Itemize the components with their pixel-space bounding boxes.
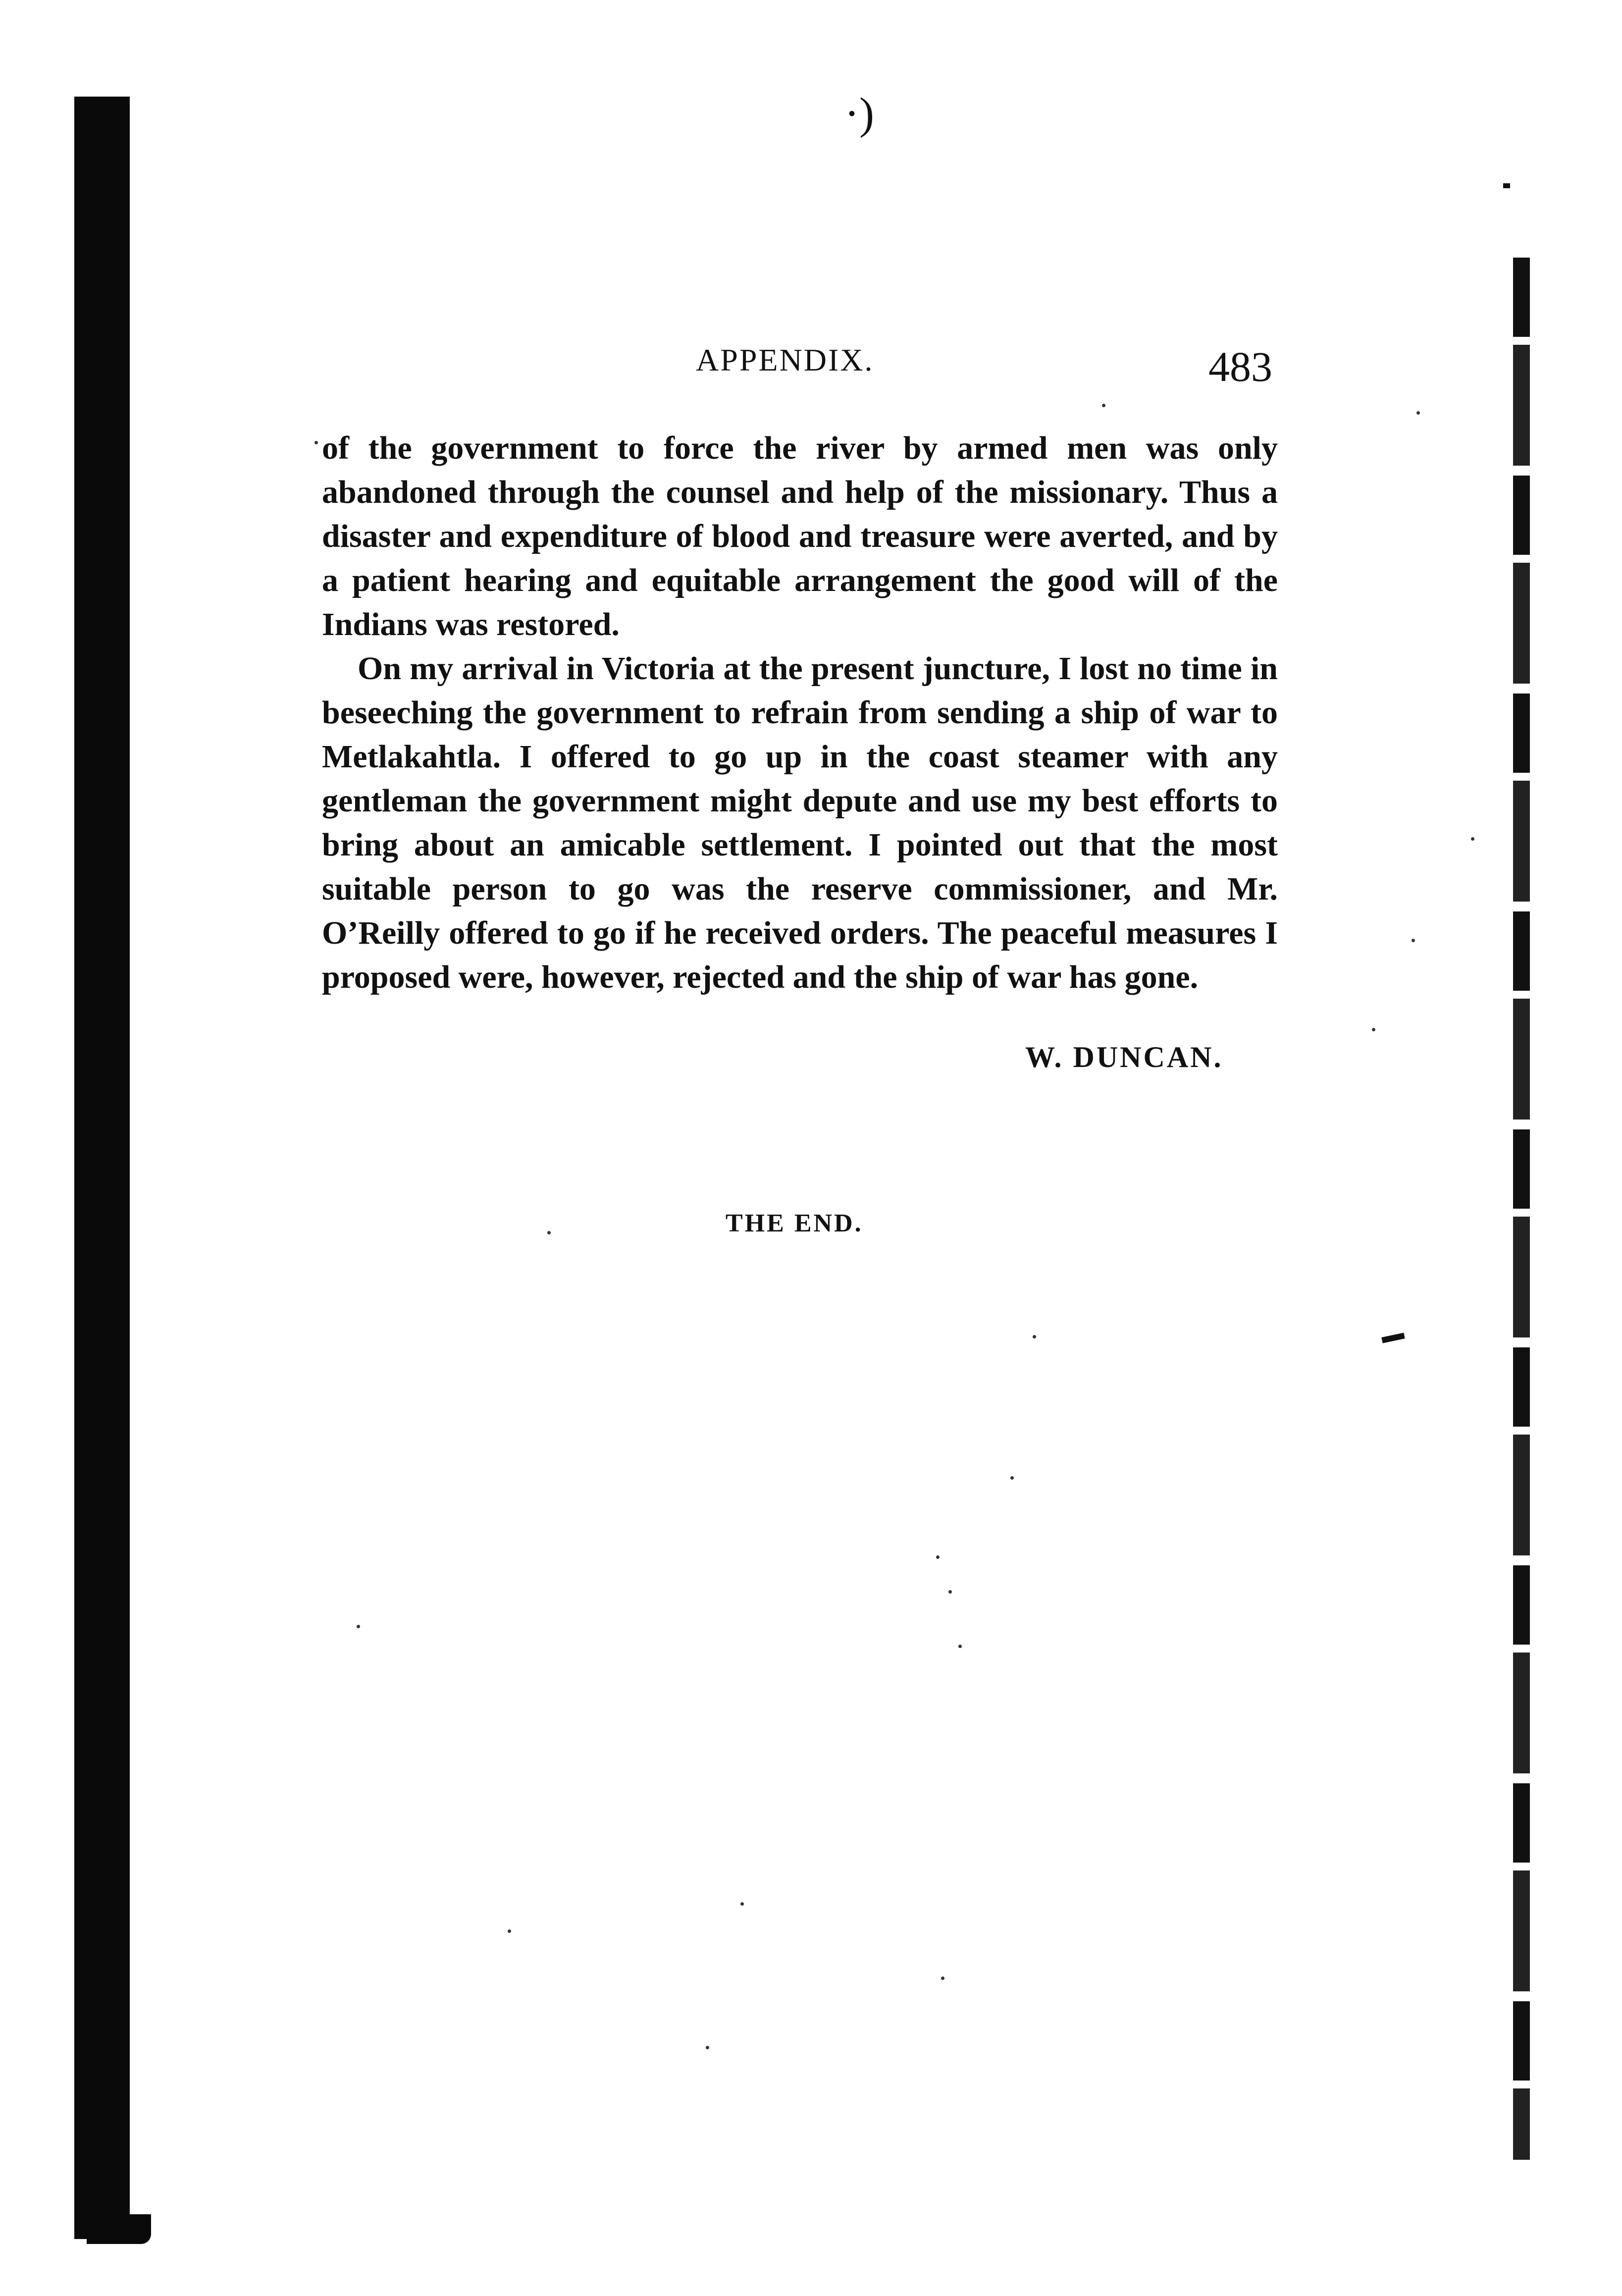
right-edge-top-mark (1503, 183, 1510, 188)
scan-speck (958, 1645, 962, 1648)
scan-speck (941, 1976, 944, 1980)
scan-speck (948, 1590, 952, 1594)
body-text (322, 426, 1278, 999)
scan-speck (740, 1902, 744, 1906)
page-number: 483 (1208, 343, 1272, 390)
scan-speck (508, 1929, 511, 1933)
paragraph-1: of the government to force the river by armed men was only abandoned through the counsel and help of the missionary. Thus a disaster and expenditure of blood and treasure were averted, and by a patient hearing and equitable arrangement the good will of the Indians was restored. (322, 430, 1278, 642)
scan-speck (1102, 404, 1105, 407)
scan-speck (1471, 837, 1474, 841)
left-binding-foot (87, 2214, 151, 2244)
scan-speck (1010, 1476, 1014, 1480)
scan-speck (1416, 411, 1420, 415)
scan-speck (314, 441, 318, 444)
running-head: APPENDIX. (696, 342, 874, 377)
right-edge-scan-marks (1513, 258, 1530, 2160)
left-binding-shadow (74, 97, 130, 2239)
scan-speck (706, 2046, 709, 2049)
right-margin-tick (1381, 1333, 1405, 1343)
signature: W. DUNCAN. (1025, 1041, 1223, 1073)
scan-speck (357, 1625, 360, 1628)
the-end: THE END. (726, 1209, 863, 1237)
scan-speck (936, 1555, 940, 1559)
scan-speck (1412, 939, 1415, 942)
scan-speck (1372, 1028, 1375, 1031)
scan-speck (547, 1231, 551, 1234)
paragraph-2: On my arrival in Victoria at the present juncture, I lost no time in beseeching the government to refrain from sending a ship of war to Metlakahtla. I offered to go up in the coast steamer with any gentleman the government might depute and use my best efforts to bring about an amicable settlement. I pointed out that the most suitable person to go was the reserve commissioner, and Mr. O’Reilly offered to go if he received orders. The peaceful measures I proposed were, however, rejected and the ship of war has gone. (322, 650, 1278, 995)
top-scan-mark: ·) (844, 89, 874, 138)
scan-speck (1033, 1335, 1036, 1338)
